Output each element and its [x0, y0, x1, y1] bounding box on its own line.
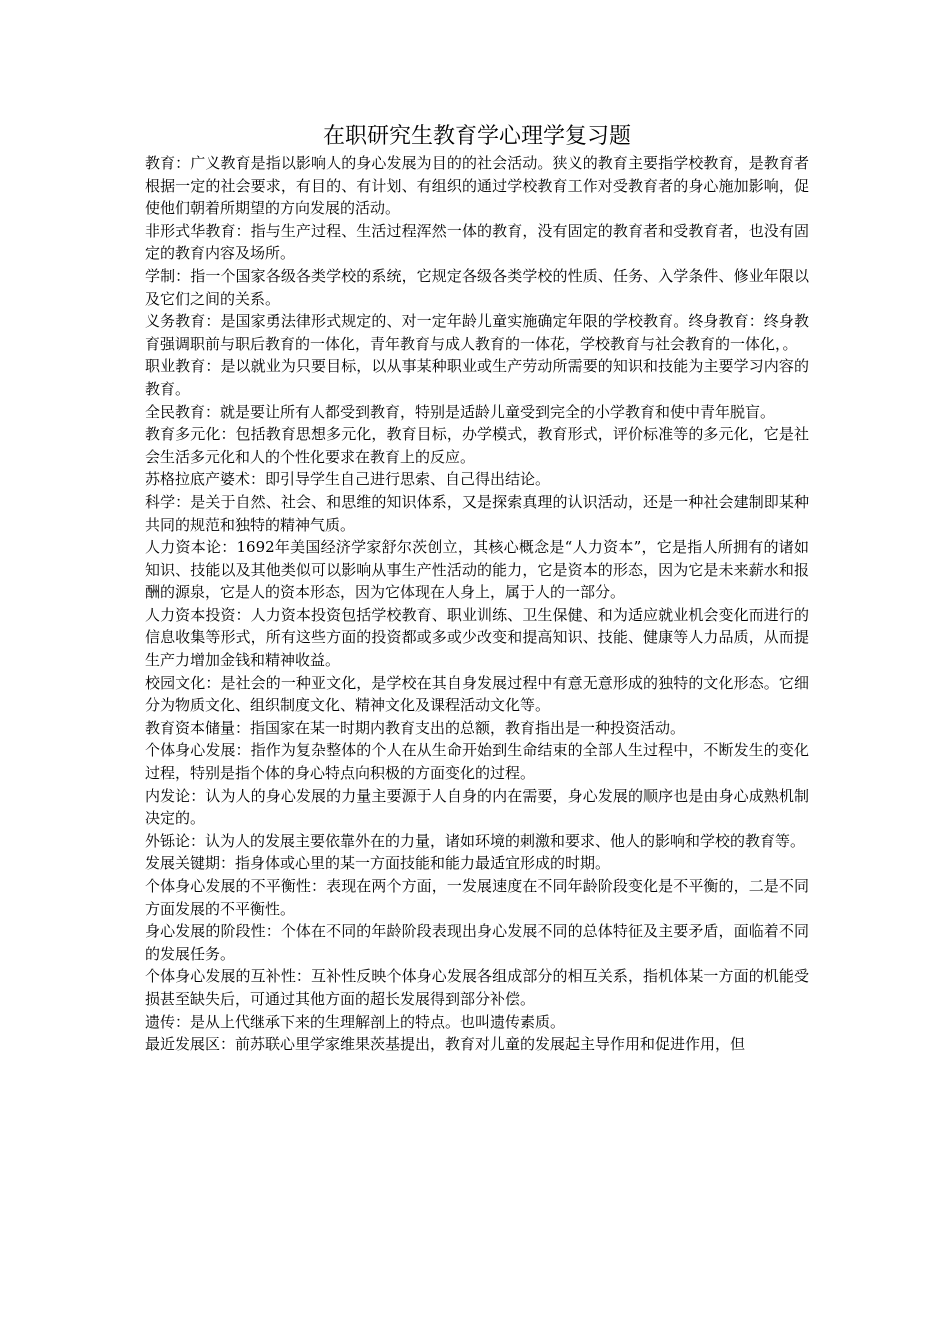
- paragraph-stages: 身心发展的阶段性：个体在不同的年龄阶段表现出身心发展不同的总体特征及主要矛盾，面临着不同的发展任务。: [145, 922, 809, 963]
- paragraph-individual-development: 个体身心发展：指作为复杂整体的个人在从生命开始到生命结束的全部人生过程中，不断发生的变化过程，特别是指个体的身心特点向积极的方面变化的过程。: [145, 741, 809, 783]
- paragraph-education-diversification: 教育多元化：包括教育思想多元化，教育目标，办学模式，教育形式，评价标准等的多元化，它是社会生活多元化和人的个性化要求在教育上的反应。: [145, 425, 809, 466]
- paragraph-zone-of-proximal-development: 最近发展区：前苏联心里学家维果茨基提出，教育对儿童的发展起主导作用和促进作用，但: [145, 1035, 746, 1054]
- paragraph-human-capital-theory: 人力资本论：1692年美国经济学家舒尔茨创立，其核心概念是“人力资本”，它是指人所拥有的诸如知识、技能以及其他类似可以影响从事生产性活动的能力，它是资本的形态，因为它是未来薪水和报酬的源泉，它是人的资本形态，因为它体现在人身上，属于人的一部分。: [145, 538, 809, 602]
- paragraph-education-for-all: 全民教育：就是要让所有人都受到教育，特别是适龄儿童受到完全的小学教育和使中青年脱盲。: [145, 402, 776, 421]
- paragraph-compulsory-education: 义务教育：是国家勇法律形式规定的、对一定年龄儿童实施确定年限的学校教育。终身教育：终身教育强调职前与职后教育的一体化，青年教育与成人教育的一体花，学校教育与社会教育的一体化，。: [145, 312, 809, 353]
- document-body: [145, 122, 809, 1056]
- paragraph-heredity: 遗传：是从上代继承下来的生理解剖上的特点。也叫遗传素质。: [145, 1012, 566, 1031]
- paragraph-exogenous-theory: 外铄论：认为人的发展主要依靠外在的力量，诸如环境的刺激和要求、他人的影响和学校的教育等。: [145, 831, 806, 850]
- paragraph-vocational-education: 职业教育：是以就业为只要目标，以从事某种职业或生产劳动所需要的知识和技能为主要学习内容的教育。: [145, 357, 809, 398]
- paragraph-science: 科学：是关于自然、社会、和思维的知识体系，又是探索真理的认识活动，还是一种社会建制即某种共同的规范和独特的精神气质。: [145, 492, 809, 534]
- paragraph-education-capital-stock: 教育资本储量：指国家在某一时期内教育支出的总额，教育指出是一种投资活动。: [145, 718, 686, 737]
- paragraph-socratic-method: 苏格拉底产婆术：即引导学生自己进行思索、自己得出结论。: [145, 470, 551, 489]
- paragraph-school-system: 学制：指一个国家各级各类学校的系统，它规定各级各类学校的性质、任务、入学条件、修业年限以及它们之间的关系。: [145, 266, 809, 308]
- paragraph-campus-culture: 校园文化：是社会的一种亚文化，是学校在其自身发展过程中有意无意形成的独特的文化形态。它细分为物质文化、组织制度文化、精神文化及课程活动文化等。: [145, 673, 809, 715]
- paragraph-critical-period: 发展关键期：指身体或心里的某一方面技能和能力最适宜形成的时期。: [145, 854, 611, 873]
- paragraph-human-capital-investment: 人力资本投资：人力资本投资包括学校教育、职业训练、卫生保健、和为适应就业机会变化而进行的信息收集等形式，所有这些方面的投资都或多或少改变和提高知识、技能、健康等人力品质，从而提生产力增加金钱和精神收益。: [145, 605, 809, 670]
- paragraph-informal-education: 非形式华教育：指与生产过程、生活过程浑然一体的教育，没有固定的教育者和受教育者，也没有固定的教育内容及场所。: [145, 221, 809, 263]
- paragraph-complementarity: 个体身心发展的互补性：互补性反映个体身心发展各组成部分的相互关系，指机体某一方面的机能受损甚至缺失后，可通过其他方面的超长发展得到部分补偿。: [145, 967, 809, 1008]
- paragraph-imbalance: 个体身心发展的不平衡性：表现在两个方面，一发展速度在不同年龄阶段变化是不平衡的，二是不同方面发展的不平衡性。: [145, 877, 809, 918]
- document-title: 在职研究生教育学心理学复习题: [322, 124, 631, 149]
- paragraph-education: 教育：广义教育是指以影响人的身心发展为目的的社会活动。狭义的教育主要指学校教育，是教育者根据一定的社会要求，有目的、有计划、有组织的通过学校教育工作对受教育者的身心施加影响，促使他们朝着所期望的方向发展的活动。: [145, 154, 809, 218]
- paragraph-endogenous-theory: 内发论：认为人的身心发展的力量主要源于人自身的内在需要，身心发展的顺序也是由身心成熟机制决定的。: [145, 786, 809, 828]
